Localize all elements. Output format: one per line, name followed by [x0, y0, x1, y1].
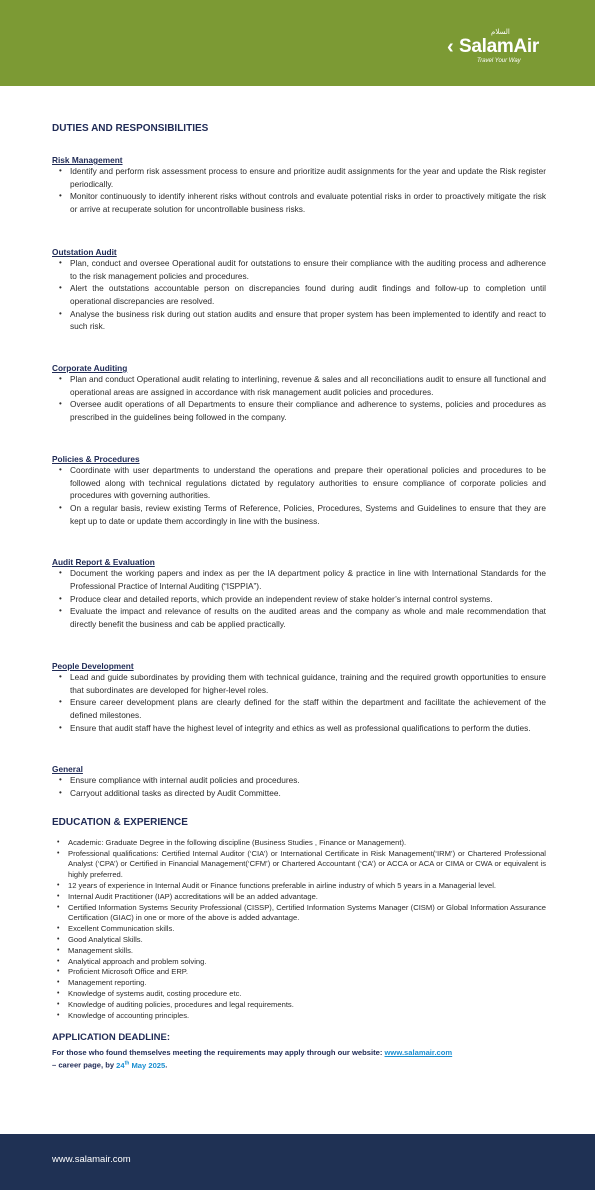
education-item: • Management reporting. [52, 978, 546, 989]
section-title: General [52, 764, 83, 775]
bullet-list [52, 774, 546, 799]
deadline-heading: APPLICATION DEADLINE: [52, 1032, 171, 1044]
education-item: • Knowledge of accounting principles. [52, 1011, 546, 1022]
duty-section [52, 557, 546, 631]
deadline-text [52, 1047, 546, 1071]
website-link[interactable]: www.salamair.com [384, 1048, 453, 1058]
main-content [52, 122, 546, 1071]
bullet-item: • Plan and conduct Operational audit relating to interlining, revenue & sales and all reconciliations audit to ensure all functional and operational areas are assigned in accordance with risk management audit policies and procedures. [52, 373, 546, 398]
deadline-month-year: May 2025 [129, 1060, 166, 1070]
logo-chevron-icon: ‹ [447, 36, 454, 58]
education-item: • Analytical approach and problem solving. [52, 957, 546, 968]
education-heading: EDUCATION & EXPERIENCE [52, 816, 188, 828]
deadline-text-before: For those who found themselves meeting the requirements may apply through our website: [52, 1048, 385, 1058]
bullet-item: • Plan, conduct and oversee Operational audit for outstations to ensure their compliance with the auditing process and adherence to the risk management policies and procedures. [52, 257, 546, 282]
deadline-text-mid: – career page, by [52, 1060, 117, 1070]
salamair-logo [447, 28, 557, 68]
bullet-item: • Identify and perform risk assessment process to ensure and prioritize audit assignments for the year and update the Risk register periodically. [52, 165, 546, 190]
bullet-list [52, 567, 546, 631]
section-title: Policies & Procedures [52, 453, 140, 464]
logo-arabic-text: السلام [491, 28, 510, 36]
bullet-item: • Coordinate with user departments to understand the operations and prepare their operational policies and procedures to be followed along with technical regulations dictated by regulatory authorities to ensure compliance of corporate policies and procedures with governing authorities. [52, 464, 546, 502]
deadline-date [116, 1060, 168, 1070]
deadline-text-end: . [165, 1060, 168, 1070]
deadline-day-suffix: th [124, 1060, 130, 1067]
section-title: People Development [52, 660, 134, 671]
duty-section [52, 661, 546, 735]
section-title: Risk Management [52, 155, 123, 165]
education-item: • Management skills. [52, 946, 546, 957]
bullet-item: • Ensure compliance with internal audit policies and procedures. [52, 774, 546, 787]
bullet-item: • Document the working papers and index as per the IA department policy & practice in line with International Standards for the Professional Practice of Internal Auditing (“ISPPIA”). [52, 567, 546, 592]
education-item: • Professional qualifications: Certified Internal Auditor (‘CIA’) or International Certificate in Risk Management(‘IRM’) or Chartered Professional Analyst (‘CPA’) or Certified in Financial Management(‘CFM’) or Chartered Accountant (‘CA’) or ACCA or ACA or CIMA or CWA or equivalent is highly preferred. [52, 849, 546, 881]
duties-heading: DUTIES AND RESPONSIBILITIES [52, 123, 209, 134]
education-item: • Proficient Microsoft Office and ERP. [52, 967, 546, 978]
education-item: • Academic: Graduate Degree in the following discipline (Business Studies , Finance or Management). [52, 838, 546, 849]
bullet-item: • Ensure that audit staff have the highest level of integrity and ethics as well as professional qualifications to perform the duties. [52, 722, 546, 735]
bullet-item: • Ensure career development plans are clearly defined for the staff within the department and facilitate the achievement of the defined milestones. [52, 696, 546, 721]
education-item: • 12 years of experience in Internal Audit or Finance functions preferable in airline industry of which 5 years in a Managerial level. [52, 881, 546, 892]
bullet-list [52, 671, 546, 735]
bullet-item: • Monitor continuously to identify inherent risks without controls and evaluate potential risks in order to proactively mitigate the risk or arrive at recuperate solution for uncontrollable business risks. [52, 190, 546, 215]
education-list [52, 838, 546, 1022]
duty-section [52, 454, 546, 528]
bullet-item: • Carryout additional tasks as directed by Audit Committee. [52, 787, 546, 800]
bullet-list [52, 464, 546, 528]
bullet-list [52, 165, 546, 216]
bullet-list [52, 373, 546, 424]
deadline-day: 24 [116, 1060, 125, 1070]
duties-sections [52, 155, 546, 800]
education-item: • Internal Audit Practitioner (IAP) accreditations will be an added advantage. [52, 892, 546, 903]
section-title: Audit Report & Evaluation [52, 557, 155, 568]
bullet-item: • Alert the outstations accountable person on discrepancies found during audit findings and follow-up to completion until operational discrepancies are resolved. [52, 282, 546, 307]
header-banner [0, 0, 595, 86]
education-item: • Knowledge of auditing policies, procedures and legal requirements. [52, 1000, 546, 1011]
section-title: Outstation Audit [52, 246, 117, 257]
duty-section [52, 155, 546, 216]
duty-section [52, 764, 546, 799]
footer-bar [0, 1134, 595, 1190]
education-item: • Certified Information Systems Security Professional (CISSP), Certified Information Systems Manager (CISM) or Global Information Assurance Certification (GIAC) in one or more of the above is added advantage. [52, 903, 546, 925]
section-title: Corporate Auditing [52, 363, 128, 374]
bullet-item: • On a regular basis, review existing Terms of Reference, Policies, Procedures, Systems and Guidelines to ensure that they are kept up to date or update them accordingly in line with the business. [52, 502, 546, 527]
education-item: • Excellent Communication skills. [52, 924, 546, 935]
education-item: • Good Analytical Skills. [52, 935, 546, 946]
education-item: • Knowledge of systems audit, costing procedure etc. [52, 989, 546, 1000]
bullet-list [52, 257, 546, 333]
bullet-item: • Oversee audit operations of all Departments to ensure their compliance and adherence to systems, policies and procedures as prescribed in the guidelines being followed in the company. [52, 398, 546, 423]
logo-wordmark: SalamAir [459, 36, 539, 57]
bullet-item: • Lead and guide subordinates by providing them with technical guidance, training and the required growth opportunities to ensure that subordinates are developed for higher-level roles. [52, 671, 546, 696]
bullet-item: • Evaluate the impact and relevance of results on the audited areas and the company as whole and male recommendation that directly benefit the business and cab be applied practically. [52, 605, 546, 630]
logo-tagline: Travel Your Way [477, 58, 521, 64]
bullet-item: • Produce clear and detailed reports, which provide an independent review of stake holder’s internal control systems. [52, 593, 546, 606]
footer-url-link[interactable]: www.salamair.com [52, 1154, 131, 1165]
duty-section [52, 363, 546, 424]
duty-section [52, 247, 546, 333]
bullet-item: • Analyse the business risk during out station audits and ensure that proper system has been implemented to identify and react to such risk. [52, 308, 546, 333]
